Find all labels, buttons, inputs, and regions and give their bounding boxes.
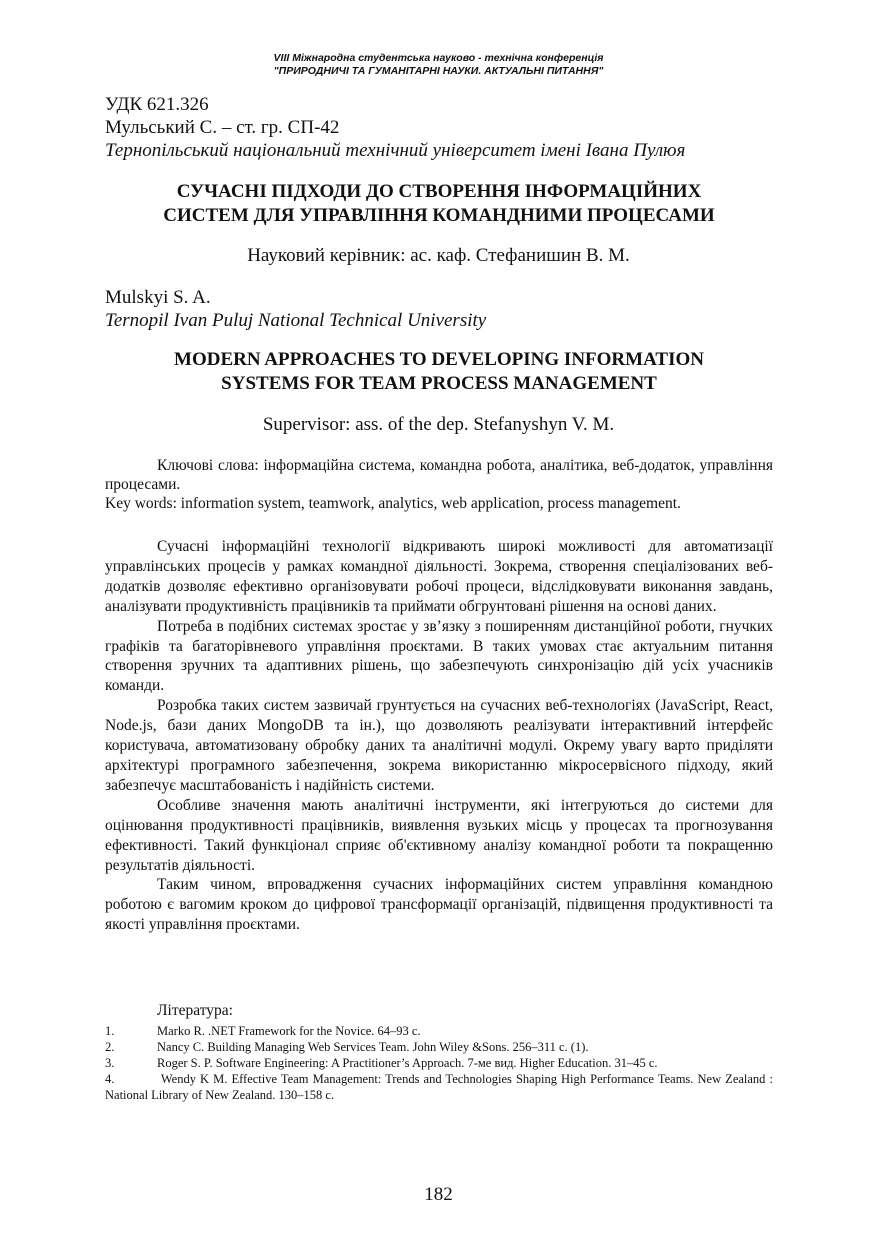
- paragraph: Сучасні інформаційні технології відкривають широкі можливості для автоматизації управлінських процесів у рамках командної діяльності. Зокрема, створення спеціалізованих веб-додатків дозволяє ефективно організовувати робочі процеси, відслідковувати виконання завдань, аналізувати продуктивність працівників та приймати обгрунтовані рішення на основі даних.: [105, 538, 773, 615]
- paragraph: Розробка таких систем зазвичай грунтується на сучасних веб-технологіях (JavaScript, React, Node.js, бази даних MongoDB та ін.), що дозволяють реалізувати інтерактивний інтерфейс користувача, автоматизовану обробку даних та аналітичні модулі. Окрему увагу варто приділяти архітектурі програмного забезпечення, зокрема використанню мікросервісного підходу, який забезпечує масштабованість і надійність системи.: [105, 697, 773, 794]
- reference-number: 3.: [105, 1056, 115, 1070]
- references-section: [105, 1001, 773, 1103]
- paragraph: Таким чином, впровадження сучасних інформаційних систем управління командною роботою є вагомим кроком до цифрової трансформації організацій, підвищення продуктивності та якості управління проєктами.: [105, 876, 773, 934]
- title-ua-line1: СУЧАСНІ ПІДХОДИ ДО СТВОРЕННЯ ІНФОРМАЦІЙНИХ: [176, 181, 702, 202]
- keywords-block: [105, 456, 773, 513]
- paper-body: [105, 537, 773, 935]
- author-ua: Мульський С. – ст. гр. СП-42: [105, 117, 340, 138]
- author-block-en: [105, 286, 773, 332]
- page-number: 182: [424, 1184, 453, 1205]
- udc-code: УДК 621.326: [105, 94, 209, 115]
- paper-title-en: [105, 348, 773, 396]
- reference-item: 4. Wendy K M. Effective Team Management: Trends and Technologies Shaping High Performance Teams. New Zealand : National Library of New Zealand. 130–158 с.: [105, 1072, 773, 1102]
- reference-text: Marko R. .NET Framework for the Novice. 64–93 с.: [157, 1024, 421, 1038]
- reference-text: Wendy K M. Effective Team Management: Trends and Technologies Shaping High Performance Teams. New Zealand : National Library of New Zealand. 130–158 с.: [105, 1072, 773, 1102]
- reference-item: [105, 1039, 773, 1055]
- paragraph: Потреба в подібних системах зростає у зв’язку з поширенням дистанційної роботи, гнучких графіків та багаторівневого управління проєктами. В таких умовах стає актуальним питання створення зручних та адаптивних рішень, що забезпечують синхронізацію дій усіх учасників команди.: [105, 617, 773, 695]
- author-en: Mulskyi S. A.: [105, 287, 211, 308]
- reference-number: 1.: [105, 1024, 115, 1038]
- conference-theme: "ПРИРОДНИЧІ ТА ГУМАНІТАРНІ НАУКИ. АКТУАЛЬНІ ПИТАННЯ": [273, 65, 604, 77]
- paper-title-ua: [105, 180, 773, 228]
- affiliation-en: Ternopil Ivan Puluj National Technical University: [105, 310, 487, 331]
- affiliation-ua: Тернопільський національний технічний університет імені Івана Пулюя: [105, 140, 686, 161]
- keywords-en: Key words: information system, teamwork, analytics, web application, process management.: [105, 495, 681, 512]
- title-en-line2: SYSTEMS FOR TEAM PROCESS MANAGEMENT: [221, 373, 657, 394]
- title-ua-line2: СИСТЕМ ДЛЯ УПРАВЛІННЯ КОМАНДНИМИ ПРОЦЕСАМИ: [163, 205, 715, 226]
- supervisor-en: Supervisor: ass. of the dep. Stefanyshyn V. M.: [262, 414, 615, 435]
- conference-name: VIII Міжнародна студентська науково - технічна конференція: [273, 52, 604, 64]
- keywords-ua: Ключові слова: інформаційна система, командна робота, аналітика, веб-додаток, управління процесами.: [105, 457, 773, 493]
- reference-item: [105, 1055, 773, 1071]
- title-en-line1: MODERN APPROACHES TO DEVELOPING INFORMATION: [174, 349, 704, 370]
- author-block-ua: [105, 93, 773, 162]
- paragraph: Особливе значення мають аналітичні інструменти, які інтегруються до системи для оцінювання продуктивності працівників, виявлення вузьких місць у процесах та прогнозування ефективності. Такий функціонал сприяє об'єктивному аналізу командної роботи та покращенню результатів діяльності.: [105, 796, 773, 874]
- reference-text: Roger S. P. Software Engineering: A Practitioner’s Approach. 7-ме вид. Higher Education. 31–45 с.: [157, 1056, 658, 1070]
- references-title: Література:: [157, 1002, 233, 1019]
- conference-header: [0, 52, 877, 78]
- supervisor-ua: Науковий керівник: ас. каф. Стефанишин В. М.: [247, 245, 630, 266]
- reference-item: [105, 1023, 773, 1039]
- reference-text: Nancy C. Building Managing Web Services Team. John Wiley &Sons. 256–311 с. (1).: [157, 1040, 589, 1054]
- reference-number: 2.: [105, 1040, 115, 1054]
